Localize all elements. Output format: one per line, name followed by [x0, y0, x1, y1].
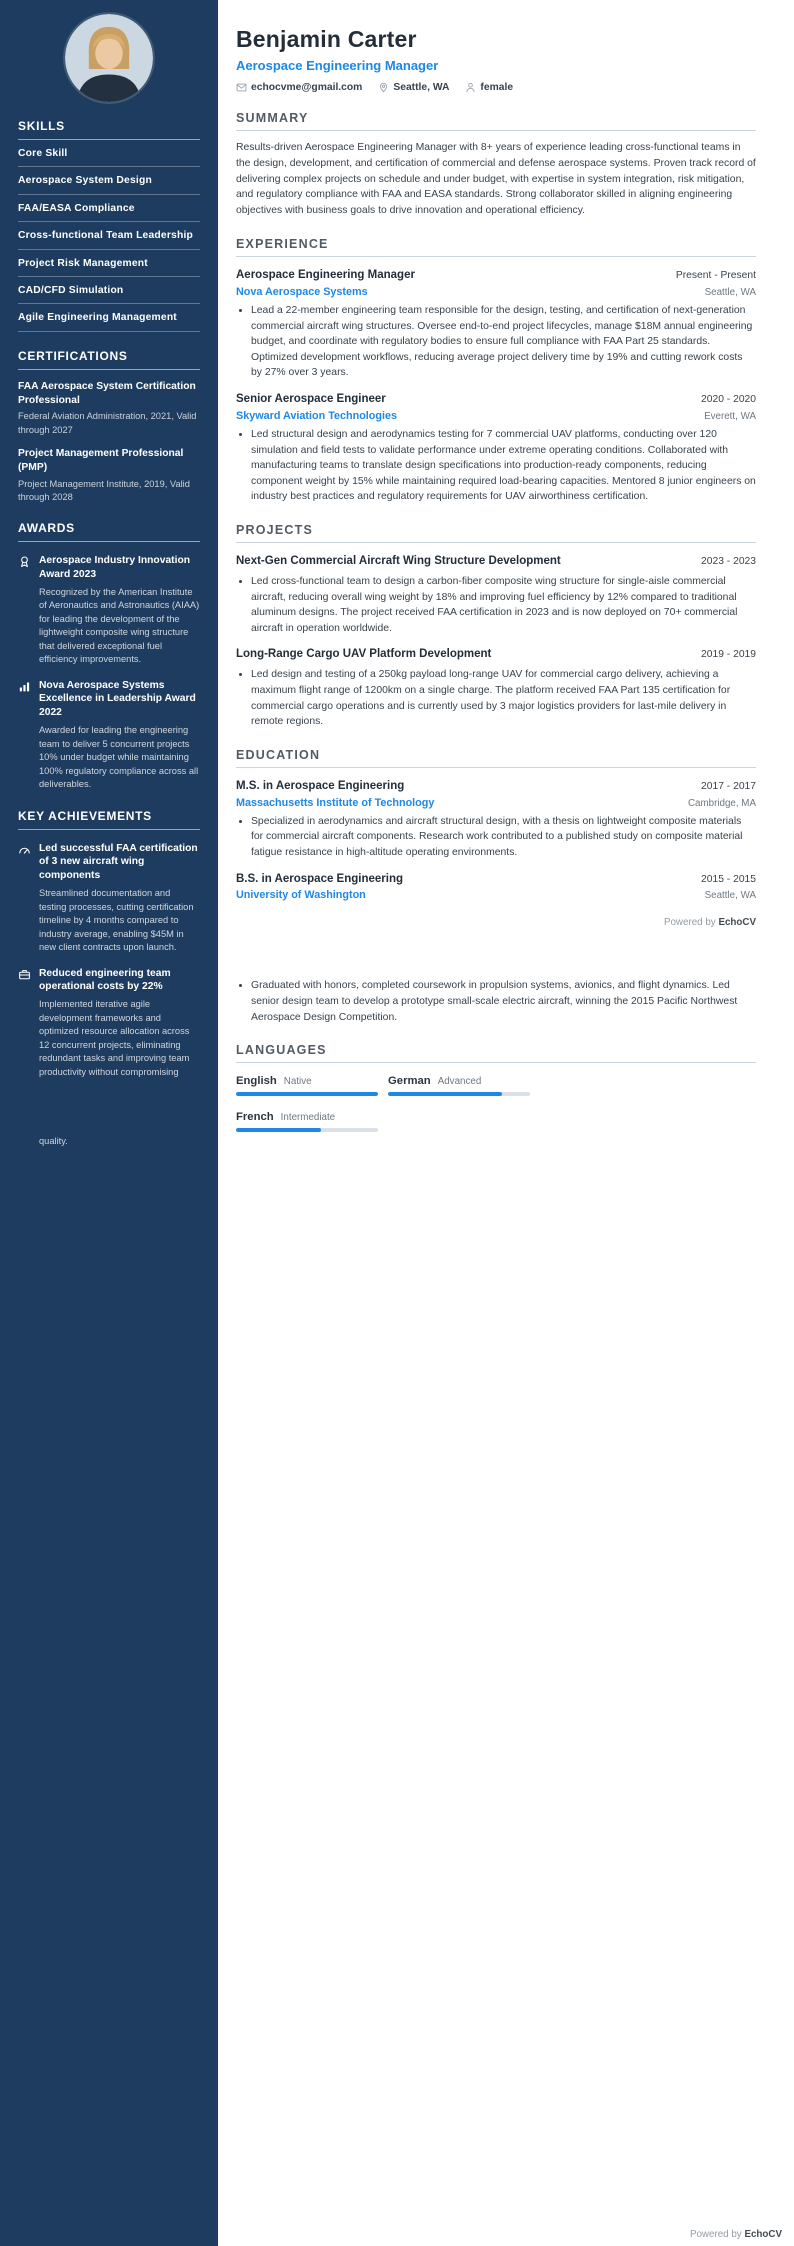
job-bullets: [236, 427, 756, 505]
powered-by-brand: EchoCV: [744, 2229, 782, 2240]
person-name: Benjamin Carter: [236, 26, 417, 52]
certifications-title: CERTIFICATIONS: [18, 349, 200, 370]
powered-by-prefix: Powered by: [689, 2229, 742, 2240]
award-description: Recognized by the American Institute of Aeronautics and Astronautics (AIAA) for leading the development of the lightweight composite wing structure that delivered exceptional fuel efficiency improvements.: [39, 586, 200, 665]
powered-by-prefix: Powered by: [663, 917, 716, 929]
language-bar: [236, 1128, 378, 1132]
education-location: Seattle, WA: [704, 890, 756, 902]
skill-item: Aerospace System Design: [18, 167, 200, 194]
profile-photo: [65, 14, 153, 102]
award-body: [39, 679, 200, 792]
gauge-icon: [18, 842, 32, 955]
education-school-row: [236, 889, 756, 901]
language-name: French: [236, 1111, 274, 1124]
bullet: • Lead a 22-member engineering team responsible for the design, testing, and certification of next-generation commercial aircraft wing structures. Oversee end-to-end project lifecycles, manage $18M annual engineering budget, and coordinate with regulatory bodies to ensure full compliance with FAA Part 25 standards. Optimized development workflows, reducing average project delivery time by 19% and cutting rework costs by 27% over 3 years.: [251, 303, 756, 381]
degree: B.S. in Aerospace Engineering: [236, 872, 404, 885]
achievement-overflow-text: quality.: [39, 1136, 68, 1147]
company-link[interactable]: Nova Aerospace Systems: [236, 286, 368, 298]
achievement-body: [39, 967, 200, 1080]
language-level: Native: [283, 1076, 312, 1088]
projects-section-title: PROJECTS: [236, 523, 756, 543]
job-role: Senior Aerospace Engineer: [236, 393, 386, 406]
contact-location: [378, 82, 449, 93]
powered-by-footer-page2: [690, 2229, 782, 2240]
skill-item: FAA/EASA Compliance: [18, 195, 200, 222]
award-name: Nova Aerospace Systems Excellence in Leadership Award 2022: [39, 679, 196, 719]
contact-email-text: echocvme@gmail.com: [251, 82, 363, 93]
project-bullets: [236, 667, 756, 729]
education-bullets: [236, 814, 756, 861]
achievement-name: Led successful FAA certification of 3 new aircraft wing components: [39, 842, 198, 882]
sidebar: [0, 0, 218, 2246]
bullet: • Led design and testing of a 250kg payload long-range UAV for commercial cargo delivery, achieving a maximum flight range of 1200km on a single charge. The platform received FAA Part 135 certification for commercial cargo operations and is currently used by 3 major logistics providers for last-mile delivery in remote regions.: [251, 667, 756, 729]
certification-detail: Federal Aviation Administration, 2021, Valid through 2027: [18, 411, 197, 435]
language-bar: [236, 1092, 378, 1096]
skill-item: Project Risk Management: [18, 250, 200, 277]
project-name: Long-Range Cargo UAV Platform Development: [236, 648, 492, 661]
experience-section-title: EXPERIENCE: [236, 237, 756, 257]
job-bullets: [236, 303, 756, 381]
medal-icon: [18, 554, 32, 667]
education-header-row: [236, 779, 756, 794]
award-name: Aerospace Industry Innovation Award 2023: [39, 554, 191, 580]
skill-item: Cross-functional Team Leadership: [18, 222, 200, 249]
job-location: Everett, WA: [704, 410, 756, 422]
certification-detail: Project Management Institute, 2019, Valid through 2028: [18, 478, 190, 502]
language-head: [388, 1075, 530, 1087]
education-dates: 2017 - 2017: [701, 780, 756, 792]
email-icon: [236, 82, 247, 93]
education-section-title: EDUCATION: [236, 748, 756, 768]
school-link[interactable]: University of Washington: [236, 889, 366, 902]
summary-section-title: SUMMARY: [236, 111, 756, 131]
job-role: Aerospace Engineering Manager: [236, 269, 415, 282]
job-dates: Present - Present: [675, 270, 756, 282]
experience-header-row: [236, 268, 756, 283]
language-name: German: [388, 1075, 431, 1088]
certification-name: Project Management Professional (PMP): [18, 447, 184, 473]
certification-name: FAA Aerospace System Certification Professional: [18, 380, 196, 406]
experience-entry: [236, 392, 756, 505]
language-level: Advanced: [437, 1076, 482, 1088]
person-icon: [465, 82, 476, 93]
education-school-row: [236, 797, 756, 809]
achievements-title: KEY ACHIEVEMENTS: [18, 809, 200, 830]
job-dates: 2020 - 2020: [701, 394, 756, 406]
skill-item: CAD/CFD Simulation: [18, 277, 200, 304]
school-link[interactable]: Massachusetts Institute of Technology: [236, 796, 435, 809]
summary-text: Results-driven Aerospace Engineering Manager with 8+ years of experience leading cross-functional teams in the design, development, and certification of commercial and defense aerospace systems. Proven track record of delivering complex projects on schedule and under budget, with expertise in system integration, risk mitigation, and regulatory compliance with FAA and EASA standards. Strong collaborator skilled in aligning engineering objectives with business goals to drive innovation and operational efficiency.: [236, 142, 756, 217]
awards-section: [18, 521, 200, 792]
bullet: • Led structural design and aerodynamics testing for 7 commercial UAV platforms, conducting over 120 simulation and field tests to validate performance under extreme operating conditions. Collaborated with manufacturing teams to translate design specifications into production-ready components, reducing component weight by 15% while maintaining required load-bearing capacities. Mentored 8 junior engineers on industry best practices and regulatory requirements for UAV airworthiness certification.: [251, 427, 756, 505]
bullet: • Specialized in aerodynamics and aircraft structural design, with a thesis on lightweight composite materials for commercial aircraft components. Research work contributed to a published study on composite material fatigue resistance in high-altitude operating environments.: [251, 814, 756, 861]
language-bar-fill: [236, 1128, 321, 1132]
education-entry: [236, 779, 756, 861]
contact-location-text: Seattle, WA: [393, 82, 450, 93]
person-headline: Aerospace Engineering Manager: [236, 58, 439, 73]
achievement-name: Reduced engineering team operational costs by 22%: [39, 967, 171, 993]
skill-item: Core Skill: [18, 140, 200, 167]
language-item: [236, 1111, 378, 1132]
job-location: Seattle, WA: [704, 287, 756, 298]
languages-section-title: LANGUAGES: [236, 1043, 756, 1063]
experience-company-row: [236, 286, 756, 298]
achievements-section: [18, 809, 200, 1080]
profile-photo-image: [65, 14, 153, 102]
award-body: [39, 554, 200, 667]
language-head: [236, 1111, 378, 1123]
certification-item: [18, 447, 200, 504]
awards-title: AWARDS: [18, 521, 200, 542]
language-bar: [388, 1092, 530, 1096]
award-item: [18, 679, 200, 792]
contact-gender-text: female: [480, 82, 514, 93]
award-description: Awarded for leading the engineering team to deliver 5 concurrent projects 10% under budget while maintaining 100% regulatory compliance across all deliverables.: [39, 725, 199, 790]
education-location: Cambridge, MA: [687, 797, 756, 809]
bullet: • Graduated with honors, completed coursework in propulsion systems, avionics, and flight dynamics. Led senior design team to develop a prototype small-scale electric aircraft, winning the 2015 Pacific Northwest Aerospace Design Competition.: [251, 978, 756, 1025]
contact-email: [236, 82, 362, 93]
experience-company-row: [236, 410, 756, 422]
company-link[interactable]: Skyward Aviation Technologies: [236, 409, 397, 422]
language-head: [236, 1075, 378, 1087]
contact-row: [236, 82, 756, 93]
achievement-body: [39, 842, 200, 955]
project-dates: 2023 - 2023: [701, 556, 756, 567]
certification-item: [18, 380, 200, 437]
language-bar-fill: [388, 1092, 502, 1096]
project-header-row: [236, 554, 756, 569]
contact-gender: [465, 82, 513, 93]
main-content: [218, 0, 794, 1132]
experience-header-row: [236, 392, 756, 407]
project-name: Next-Gen Commercial Aircraft Wing Structure Development: [236, 555, 561, 568]
language-item: [388, 1075, 530, 1096]
powered-by-footer-page1: [236, 917, 756, 928]
award-item: [18, 554, 200, 667]
language-name: English: [236, 1075, 277, 1088]
degree: M.S. in Aerospace Engineering: [236, 779, 405, 792]
education-entry: [236, 872, 756, 902]
bar-chart-icon: [18, 679, 32, 792]
achievement-item: [18, 967, 200, 1080]
achievement-description: Streamlined documentation and testing processes, cutting certification timeline by 4 months compared to industry average, enabling $45M in new client contracts upon launch.: [39, 888, 194, 953]
certifications-section: [18, 349, 200, 504]
bullet: • Led cross-functional team to design a carbon-fiber composite wing structure for single-aisle commercial aircraft, reducing overall wing weight by 18% and improving fuel efficiency by 12% compared to traditional aluminum designs. The project received FAA certification in 2023 and is now deployed on 70+ commercial aircraft in operation worldwide.: [251, 574, 756, 636]
education-dates: 2015 - 2015: [701, 873, 756, 885]
language-bar-fill: [236, 1092, 378, 1096]
briefcase-icon: [18, 967, 32, 1080]
education-overflow-bullets: [236, 978, 756, 1025]
language-level: Intermediate: [280, 1112, 336, 1124]
language-item: [236, 1075, 378, 1096]
project-entry: [236, 647, 756, 729]
education-header-row: [236, 872, 756, 887]
skills-title: SKILLS: [18, 119, 200, 140]
project-entry: [236, 554, 756, 636]
project-bullets: [236, 574, 756, 636]
page2-content: [236, 978, 756, 1132]
powered-by-brand: EchoCV: [718, 917, 756, 929]
skills-section: [18, 119, 200, 332]
location-icon: [378, 82, 389, 93]
skill-item: Agile Engineering Management: [18, 304, 200, 331]
achievement-item: [18, 842, 200, 955]
project-header-row: [236, 647, 756, 662]
project-dates: 2019 - 2019: [701, 649, 756, 661]
languages-grid: [236, 1075, 756, 1132]
achievement-description: Implemented iterative agile development frameworks and optimized resource allocation across 12 concurrent projects, eliminating redundant tasks and improving team productivity without compromising: [39, 999, 190, 1077]
experience-entry: [236, 268, 756, 381]
